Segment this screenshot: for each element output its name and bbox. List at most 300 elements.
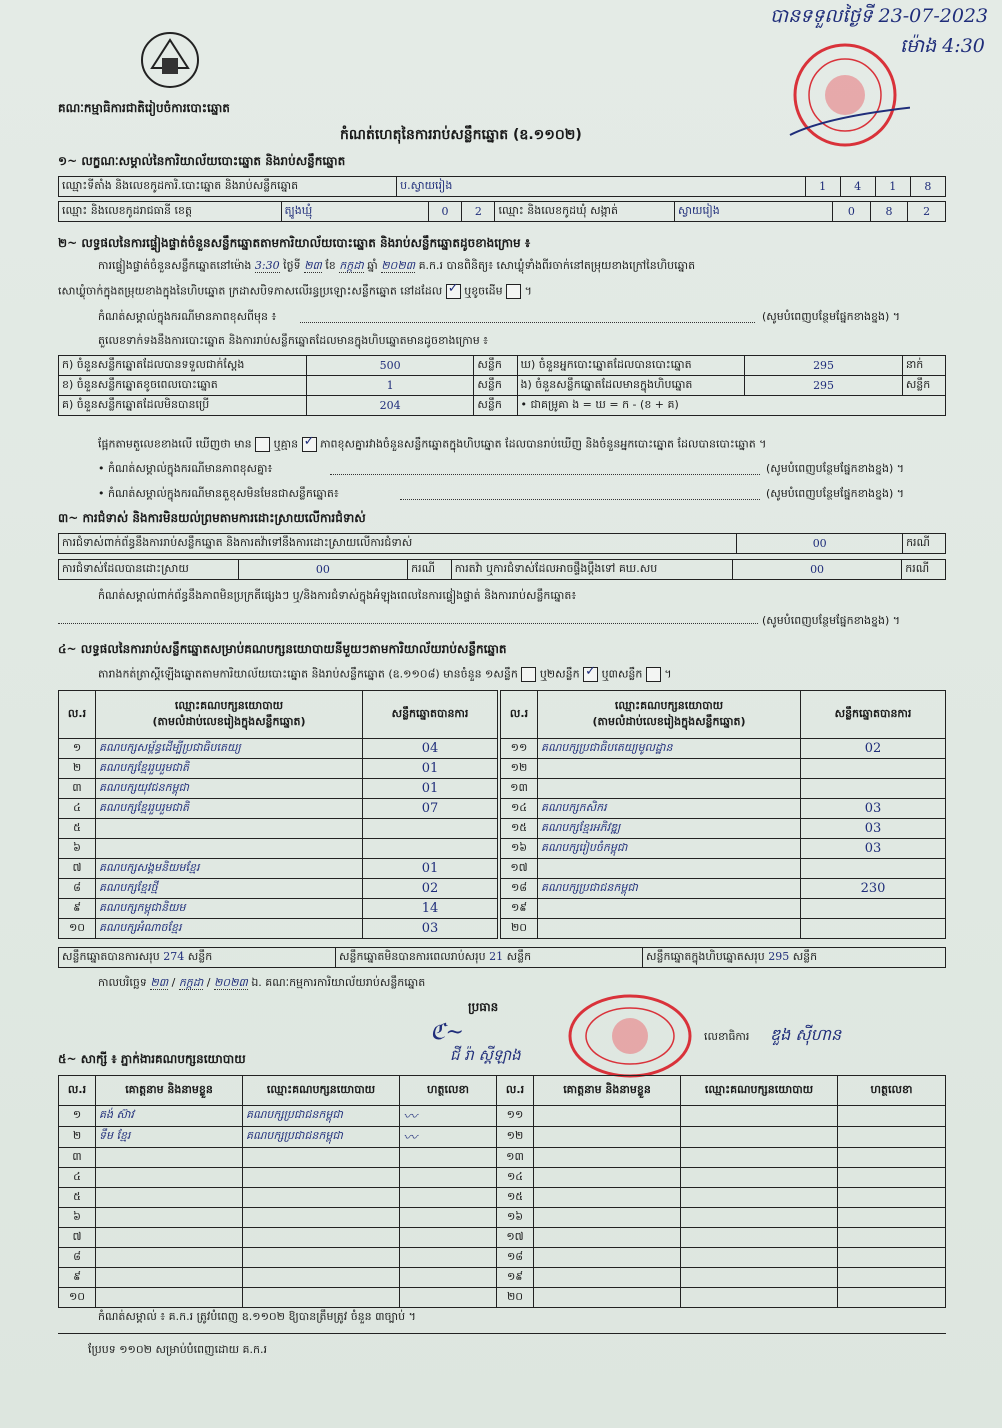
chair-signature: ℭ~ bbox=[430, 1020, 464, 1045]
party-row bbox=[59, 859, 498, 879]
party-no: ២០ bbox=[501, 919, 538, 939]
received-time: ម៉ោង 4:30 bbox=[900, 35, 985, 57]
party-name: គណបក្សសង្គមនិយមខ្មែរ bbox=[96, 859, 363, 879]
fill-more-note: (សូមបំពេញបន្ថែមផ្នែកខាងខ្នង) ។ bbox=[762, 310, 901, 323]
party-votes: 01 bbox=[363, 859, 498, 879]
province-code-digit: 2 bbox=[462, 202, 495, 222]
footer-rule bbox=[58, 1333, 946, 1334]
party-no: ១៩ bbox=[501, 899, 538, 919]
party-votes bbox=[801, 759, 946, 779]
party-votes bbox=[801, 899, 946, 919]
location-code-digit: 1 bbox=[805, 177, 840, 197]
witness-name bbox=[534, 1148, 681, 1168]
witness-party bbox=[243, 1208, 400, 1228]
witness-party: គណបក្សប្រជាជនកម្ពុជា bbox=[243, 1127, 400, 1148]
location-value: ប.ស្វាយរៀង bbox=[397, 177, 805, 197]
witness-name bbox=[534, 1188, 681, 1208]
counts-intro: តួលេខទាក់ទងនឹងការបោះឆ្នោត និងការរាប់សន្លឹកឆ្នោតដែលមានក្នុងហិបឆ្នោតមានដូចខាងក្រោម ៖ bbox=[98, 334, 489, 347]
count-formula: • ជាគម្រូគា ង = ឃ = ក - (ខ + គ) bbox=[517, 396, 945, 416]
witness-signature bbox=[400, 1248, 497, 1268]
check-text: គ.ក.រ បានពិនិត្យ៖ សោឃ្លុំទាំងពីរចាក់នៅតម្រុយខាងក្រៅនៃហិបឆ្នោត bbox=[418, 259, 696, 272]
col-sign: ហត្ថលេខា bbox=[400, 1076, 497, 1106]
party-name: គណបក្សកម្ពុជានិយម bbox=[96, 899, 363, 919]
difference-none-checkbox[interactable] bbox=[302, 437, 317, 452]
party-row bbox=[59, 879, 498, 899]
witness-no: ១ bbox=[59, 1106, 96, 1127]
seal-text: សោឃ្លុំចាក់ក្នុងតម្រុយខាងក្នុងនៃហិបឆ្នោត ក្រដាសបិទភាសលើរន្ធប្រឡោះសន្លឹកឆ្នោត នៅដដែល bbox=[58, 284, 443, 298]
col-party: ឈ្មោះគណបក្សនយោបាយ bbox=[681, 1076, 838, 1106]
date-year: ២០២៣ bbox=[213, 976, 248, 989]
difference-has-label: ផ្អែកតាមតួលេខខាងលើ ឃើញថា មាន bbox=[98, 437, 252, 451]
official-stamp-bottom bbox=[566, 992, 696, 1080]
witness-rows bbox=[59, 1106, 946, 1308]
section1-table-row2 bbox=[58, 201, 946, 222]
col-no: ល.រ bbox=[497, 1076, 534, 1106]
col-votes: សន្លឹកឆ្នោតបានការ bbox=[363, 691, 498, 739]
party-votes: 02 bbox=[801, 739, 946, 759]
section2-heading: ២~ លទ្ធផលនៃការផ្ទៀងផ្ទាត់ចំនួនសន្លឹកឆ្នោតតាមការិយាល័យបោះឆ្នោត និងរាប់សន្លឹកឆ្នោតដូចខាងក្រោម ៖ bbox=[58, 236, 531, 250]
witness-no: ៨ bbox=[59, 1248, 96, 1268]
commune-label: ឈ្មោះ និងលេខកូដឃុំ សង្កាត់ bbox=[495, 202, 675, 222]
party-votes: 03 bbox=[801, 799, 946, 819]
witness-no: ១៨ bbox=[497, 1248, 534, 1268]
witness-signature bbox=[838, 1168, 946, 1188]
party-votes bbox=[801, 779, 946, 799]
location-label: ឈ្មោះទីតាំង និងលេខកូដការិ.បោះឆ្នោត និងរាប់សន្លឹកឆ្នោត bbox=[59, 177, 397, 197]
resolved-value: 00 bbox=[238, 560, 407, 580]
party-no: ៨ bbox=[59, 879, 96, 899]
check-month-label: ខែ bbox=[325, 259, 336, 272]
party-no: ១៧ bbox=[501, 859, 538, 879]
witness-no: ៧ bbox=[59, 1228, 96, 1248]
commune-code-digit: 2 bbox=[908, 202, 946, 222]
party-no: ៦ bbox=[59, 839, 96, 859]
count-value: 204 bbox=[306, 396, 474, 416]
count-label: គ) ចំនួនសន្លឹកឆ្នោតដែលមិនបានប្រើ bbox=[59, 396, 307, 416]
resolved-unit: ករណី bbox=[408, 560, 452, 580]
tally-2-checkbox[interactable] bbox=[583, 667, 598, 682]
seal-broken-checkbox[interactable] bbox=[506, 284, 521, 299]
col-no: ល.រ bbox=[59, 691, 96, 739]
chair-name: ជី រ៉ា ស្តីឡាង bbox=[450, 1046, 521, 1064]
witness-name bbox=[96, 1268, 243, 1288]
dotted-line bbox=[330, 474, 760, 475]
section1-heading: ១~ លក្ខណៈសម្គាល់នៃការិយាល័យបោះឆ្នោត និងរាប់សន្លឹកឆ្នោត bbox=[58, 154, 346, 168]
party-name: គណបក្សខ្មែររួបរួមជាតិ bbox=[96, 759, 363, 779]
witness-name bbox=[534, 1168, 681, 1188]
party-no: ១២ bbox=[501, 759, 538, 779]
witness-signature bbox=[838, 1188, 946, 1208]
received-note: បានទទួលថ្ងៃទី 23-07-2023 bbox=[770, 5, 989, 27]
box-total-value: 295 bbox=[768, 949, 790, 963]
party-row bbox=[59, 839, 498, 859]
witness-name bbox=[534, 1127, 681, 1148]
witness-no: ២ bbox=[59, 1127, 96, 1148]
province-value: ត្បូងឃ្មុំ bbox=[281, 202, 428, 222]
counts-table bbox=[58, 355, 946, 416]
witness-party bbox=[681, 1248, 838, 1268]
party-no: ១០ bbox=[59, 919, 96, 939]
witness-party bbox=[681, 1288, 838, 1308]
signing-date-line: កាលបរិច្ឆេទ ២៣ / កក្កដា / ២០២៣ ឯ. គណៈកម្មការការិយាល័យរាប់សន្លឹកឆ្នោត bbox=[98, 976, 426, 989]
witness-signature bbox=[400, 1148, 497, 1168]
tally-2-label: ឬ២សន្លឹក bbox=[539, 667, 580, 681]
witness-row bbox=[59, 1148, 946, 1168]
section4-heading: ៤~ លទ្ធផលនៃការរាប់សន្លឹកឆ្នោតសម្រាប់គណបក្សនយោបាយនីមួយៗតាមការិយាល័យរាប់សន្លឹកឆ្នោត bbox=[58, 642, 507, 656]
commune-code-digit: 8 bbox=[870, 202, 908, 222]
difference-line bbox=[98, 437, 766, 452]
objection-table bbox=[58, 533, 946, 554]
party-results-right bbox=[500, 690, 946, 939]
witness-name bbox=[96, 1148, 243, 1168]
count-value: 295 bbox=[745, 356, 903, 376]
party-no: ៤ bbox=[59, 799, 96, 819]
commune-value: ស្វាយរៀង bbox=[675, 202, 833, 222]
party-row bbox=[59, 819, 498, 839]
party-name bbox=[538, 919, 801, 939]
party-row bbox=[501, 839, 946, 859]
date-label: កាលបរិច្ឆេទ bbox=[98, 976, 147, 989]
witness-name: ទឹម ខ្មែរ bbox=[96, 1127, 243, 1148]
party-name: គណបក្សប្រជាធិបតេយ្យមូលដ្ឋាន bbox=[538, 739, 801, 759]
party-votes bbox=[801, 919, 946, 939]
location-code-digit: 8 bbox=[910, 177, 945, 197]
valid-total-label: សន្លឹកឆ្នោតបានការសរុប bbox=[62, 949, 160, 963]
resolved-label: ការជំទាស់ដែលបានដោះស្រាយ bbox=[59, 560, 239, 580]
witness-row bbox=[59, 1127, 946, 1148]
org-name: គណៈកម្មាធិការជាតិរៀបចំការបោះឆ្នោត bbox=[58, 101, 230, 115]
witness-no: ២០ bbox=[497, 1288, 534, 1308]
witness-name bbox=[534, 1208, 681, 1228]
party-no: ១៨ bbox=[501, 879, 538, 899]
witness-no: ៣ bbox=[59, 1148, 96, 1168]
witness-party bbox=[681, 1106, 838, 1127]
party-name: គណបក្សខ្មែរអភិវឌ្ឍ bbox=[538, 819, 801, 839]
party-votes: 14 bbox=[363, 899, 498, 919]
party-row bbox=[501, 859, 946, 879]
commune-code-digit: 0 bbox=[833, 202, 871, 222]
party-votes: 230 bbox=[801, 879, 946, 899]
bullet-difference: • កំណត់សម្គាល់ក្នុងករណីមានភាពខុសគ្នា៖ bbox=[98, 462, 273, 475]
committee-label: ឯ. គណៈកម្មការការិយាល័យរាប់សន្លឹកឆ្នោត bbox=[251, 976, 426, 989]
witness-signature bbox=[400, 1268, 497, 1288]
witness-signature bbox=[838, 1228, 946, 1248]
valid-total bbox=[59, 948, 336, 968]
count-value: 1 bbox=[306, 376, 474, 396]
difference-has-checkbox[interactable] bbox=[255, 437, 270, 452]
dotted-line bbox=[400, 499, 760, 500]
witness-signature bbox=[838, 1127, 946, 1148]
witness-row bbox=[59, 1168, 946, 1188]
party-votes: 02 bbox=[363, 879, 498, 899]
province-label: ឈ្មោះ និងលេខកូដរាជធានី ខេត្ត bbox=[59, 202, 282, 222]
party-no: ១៤ bbox=[501, 799, 538, 819]
witness-no: ១៦ bbox=[497, 1208, 534, 1228]
party-votes: 03 bbox=[801, 839, 946, 859]
witness-row bbox=[59, 1268, 946, 1288]
dotted-line bbox=[300, 322, 755, 323]
irregularity-note: កំណត់សម្គាល់ពាក់ព័ន្ធនឹងភាពមិនប្រក្រតីផ្សេងៗ ឬ/និងការជំទាស់ក្នុងអំឡុងពេលនៃការផ្ទៀងផ្ទាត់ និងការរាប់សន្លឹកឆ្នោត៖ bbox=[98, 589, 577, 602]
tally-3-checkbox[interactable] bbox=[646, 667, 661, 682]
section3-heading: ៣~ ការជំទាស់ និងការមិនយល់ព្រមតាមការដោះស្រាយលើការជំទាស់ bbox=[58, 511, 366, 525]
party-votes: 07 bbox=[363, 799, 498, 819]
witness-row bbox=[59, 1208, 946, 1228]
location-code-digit: 1 bbox=[875, 177, 910, 197]
col-votes: សន្លឹកឆ្នោតបានការ bbox=[801, 691, 946, 739]
witness-party bbox=[243, 1288, 400, 1308]
witness-party bbox=[243, 1268, 400, 1288]
party-row bbox=[501, 819, 946, 839]
witness-name bbox=[534, 1248, 681, 1268]
dotted-line bbox=[58, 623, 758, 624]
count-value: 500 bbox=[306, 356, 474, 376]
col-name: គោត្តនាម និងនាមខ្លួន bbox=[534, 1076, 681, 1106]
party-row bbox=[501, 879, 946, 899]
party-name: គណបក្សសម្ព័ន្ធដើម្បីប្រជាធិបតេយ្យ bbox=[96, 739, 363, 759]
party-votes bbox=[363, 839, 498, 859]
witness-no: ៤ bbox=[59, 1168, 96, 1188]
tally-1-checkbox[interactable] bbox=[521, 667, 536, 682]
appeal-value: 00 bbox=[732, 560, 901, 580]
count-label: ខ) ចំនួនសន្លឹកឆ្នោតខូចពេលបោះឆ្នោត bbox=[59, 376, 307, 396]
col-party-subtitle: (តាមលំដាប់លេខរៀងក្នុងសន្លឹកឆ្នោត) bbox=[152, 714, 306, 728]
party-votes: 01 bbox=[363, 759, 498, 779]
appeal-label: ការតវ៉ា ឬការជំទាស់ដែលអាចផ្ទឹងប្តឹងទៅ គឃ.សប bbox=[451, 560, 732, 580]
totals-table bbox=[58, 947, 946, 968]
party-no: ៣ bbox=[59, 779, 96, 799]
date-month: កក្កដា bbox=[178, 976, 204, 989]
party-no: ៩ bbox=[59, 899, 96, 919]
witness-name bbox=[96, 1228, 243, 1248]
witness-no: ៩ bbox=[59, 1268, 96, 1288]
witness-name bbox=[534, 1106, 681, 1127]
footer-note: កំណត់សម្គាល់ ៖ គ.ក.រ ត្រូវបំពេញ ឧ.១១០២ ឱ្យបានត្រឹមត្រូវ ចំនួន ៣ច្បាប់ ។ bbox=[98, 1310, 416, 1323]
check-paragraph-line2: សោឃ្លុំចាក់ក្នុងតម្រុយខាងក្នុងនៃហិបឆ្នោត ក្រដាសបិទភាសលើរន្ធប្រឡោះសន្លឹកឆ្នោត នៅដដែល ✓ ឬខូចដើម ។ bbox=[58, 284, 532, 299]
count-label: ក) ចំនួនសន្លឹកឆ្នោតដែលបានទទួលជាក់ស្តែង bbox=[59, 356, 307, 376]
witness-party bbox=[681, 1228, 838, 1248]
witness-no: ១០ bbox=[59, 1288, 96, 1308]
party-name: គណបក្សខ្មែរថ្មី bbox=[96, 879, 363, 899]
col-no: ល.រ bbox=[59, 1076, 96, 1106]
witness-name bbox=[96, 1168, 243, 1188]
check-month: កក្កដា bbox=[339, 259, 364, 272]
witness-row bbox=[59, 1228, 946, 1248]
party-row bbox=[501, 799, 946, 819]
witness-no: ១៥ bbox=[497, 1188, 534, 1208]
party-no: ១៣ bbox=[501, 779, 538, 799]
witness-no: ១៤ bbox=[497, 1168, 534, 1188]
witness-signature bbox=[400, 1208, 497, 1228]
witness-row bbox=[59, 1188, 946, 1208]
check-paragraph-line1 bbox=[98, 259, 695, 272]
objection-label: ការជំទាស់ពាក់ព័ន្ធនឹងការរាប់សន្លឹកឆ្នោត និងការតវ៉ាទៅនឹងការដោះស្រាយលើការជំទាស់ bbox=[59, 534, 737, 554]
party-name bbox=[96, 839, 363, 859]
witness-name bbox=[534, 1228, 681, 1248]
witness-no: ១៧ bbox=[497, 1228, 534, 1248]
col-no: ល.រ bbox=[501, 691, 538, 739]
witness-no: ១១ bbox=[497, 1106, 534, 1127]
note-different-label: កំណត់សម្គាល់ក្នុងករណីមានភាពខុសពីមុន ៖ bbox=[98, 310, 277, 323]
party-row bbox=[59, 899, 498, 919]
witness-signature bbox=[838, 1268, 946, 1288]
invalid-total-label: សន្លឹកឆ្នោតមិនបានការពេលរាប់សរុប bbox=[339, 949, 486, 963]
location-code-digit: 4 bbox=[840, 177, 875, 197]
witness-party bbox=[243, 1188, 400, 1208]
party-votes bbox=[801, 859, 946, 879]
witness-signature bbox=[838, 1288, 946, 1308]
section5-heading: ៥~ សាក្សី ៖ ភ្នាក់ងារគណបក្សនយោបាយ bbox=[58, 1052, 246, 1066]
form-title: កំណត់ហេតុនៃការរាប់សន្លឹកឆ្នោត (ឧ.១១០២) bbox=[340, 127, 582, 143]
witness-no: ១២ bbox=[497, 1127, 534, 1148]
party-no: ៥ bbox=[59, 819, 96, 839]
witness-name bbox=[96, 1288, 243, 1308]
party-name bbox=[538, 759, 801, 779]
count-label: ឃ) ចំនួនអ្នកបោះឆ្នោតដែលបានបោះឆ្នោត bbox=[517, 356, 745, 376]
party-no: ២ bbox=[59, 759, 96, 779]
witness-table bbox=[58, 1075, 946, 1308]
witness-party bbox=[243, 1168, 400, 1188]
secretary-label: លេខាធិការ bbox=[704, 1030, 750, 1043]
check-day: ២៣ bbox=[304, 259, 322, 272]
seal-intact-checkbox[interactable] bbox=[446, 284, 461, 299]
witness-party bbox=[681, 1127, 838, 1148]
col-name: គោត្តនាម និងនាមខ្លួន bbox=[96, 1076, 243, 1106]
witness-name bbox=[96, 1208, 243, 1228]
fill-more-note: (សូមបំពេញបន្ថែមផ្នែកខាងខ្នង) ។ bbox=[766, 462, 905, 475]
official-stamp-top bbox=[780, 40, 910, 150]
party-name bbox=[538, 899, 801, 919]
party-row bbox=[59, 919, 498, 939]
witness-party: គណបក្សប្រជាជនកម្ពុជា bbox=[243, 1106, 400, 1127]
party-votes: 03 bbox=[363, 919, 498, 939]
count-unit: សន្លឹក bbox=[474, 356, 517, 376]
witness-name bbox=[96, 1248, 243, 1268]
valid-total-value: 274 bbox=[163, 949, 185, 963]
witness-signature bbox=[400, 1228, 497, 1248]
fill-more-note: (សូមបំពេញបន្ថែមផ្នែកខាងខ្នង) ។ bbox=[762, 614, 901, 627]
witness-signature: 〰 bbox=[400, 1127, 497, 1148]
witness-row bbox=[59, 1106, 946, 1127]
objection-unit: ករណី bbox=[903, 534, 946, 554]
check-day-label: ថ្ងៃទី bbox=[283, 259, 301, 272]
party-votes: 04 bbox=[363, 739, 498, 759]
witness-signature bbox=[400, 1288, 497, 1308]
seal-broken-label: ឬខូចដើម bbox=[464, 284, 503, 298]
col-party bbox=[96, 691, 363, 739]
party-votes bbox=[363, 819, 498, 839]
witness-signature bbox=[838, 1148, 946, 1168]
tally-sheet-line: តារាងកត់ត្រាស្តីឡើងឆ្នោតតាមការិយាល័យបោះឆ្នោត និងរាប់សន្លឹកឆ្នោត (ឧ.១១០៨) មានចំនួន ១សន្លឹក ឬ២សន្លឹក ✓ ឬ៣សន្លឹក ។ bbox=[98, 667, 672, 682]
witness-signature bbox=[400, 1188, 497, 1208]
count-label: ង) ចំនួនសន្លឹកឆ្នោតដែលមានក្នុងហិបឆ្នោត bbox=[517, 376, 745, 396]
party-votes: 03 bbox=[801, 819, 946, 839]
difference-text: ភាពខុសគ្នារវាងចំនួនសន្លឹកឆ្នោតក្នុងហិបឆ្នោត ដែលបានរាប់ឃើញ និងចំនួនអ្នកបោះឆ្នោត ដែលបានបោះឆ្នោត ។ bbox=[320, 437, 767, 451]
box-total-label: សន្លឹកឆ្នោតក្នុងហិបឆ្នោតសរុប bbox=[646, 949, 765, 963]
party-name: គណបក្សយុវជនកម្ពុជា bbox=[96, 779, 363, 799]
count-unit: នាក់ bbox=[902, 356, 945, 376]
witness-no: ១៣ bbox=[497, 1148, 534, 1168]
witness-no: ៦ bbox=[59, 1208, 96, 1228]
difference-none-label: ឬគ្មាន bbox=[273, 437, 299, 451]
witness-party bbox=[243, 1248, 400, 1268]
col-party-title: ឈ្មោះគណបក្សនយោបាយ bbox=[614, 698, 724, 712]
witness-row bbox=[59, 1288, 946, 1308]
party-row bbox=[501, 759, 946, 779]
invalid-total-unit: សន្លឹក bbox=[506, 949, 532, 963]
party-results-left bbox=[58, 690, 498, 939]
witness-row bbox=[59, 1248, 946, 1268]
col-party-title: ឈ្មោះគណបក្សនយោបាយ bbox=[174, 698, 284, 712]
fill-more-note: (សូមបំពេញបន្ថែមផ្នែកខាងខ្នង) ។ bbox=[766, 487, 905, 500]
party-no: ១៦ bbox=[501, 839, 538, 859]
count-unit: សន្លឹក bbox=[474, 376, 517, 396]
secretary-name: ឌួង ស៊ីហាន bbox=[770, 1025, 842, 1044]
chair-label: ប្រធាន bbox=[468, 1000, 499, 1014]
box-total bbox=[643, 948, 946, 968]
witness-signature bbox=[838, 1208, 946, 1228]
form-code: ប្រែបទ ១១០២ សម្រាប់បំពេញដោយ គ.ក.រ bbox=[88, 1343, 267, 1356]
date-day: ២៣ bbox=[150, 976, 169, 989]
check-time: 3:30 bbox=[254, 259, 280, 272]
party-name: គណបក្សកសិករ bbox=[538, 799, 801, 819]
witness-name bbox=[534, 1288, 681, 1308]
witness-signature bbox=[400, 1168, 497, 1188]
nec-emblem-icon bbox=[138, 28, 202, 90]
party-name: គណបក្សអំណាចខ្មែរ bbox=[96, 919, 363, 939]
col-party bbox=[538, 691, 801, 739]
party-row bbox=[501, 779, 946, 799]
witness-party bbox=[681, 1268, 838, 1288]
party-name bbox=[538, 859, 801, 879]
witness-party bbox=[243, 1228, 400, 1248]
party-row bbox=[59, 779, 498, 799]
party-row bbox=[501, 739, 946, 759]
left-party-rows bbox=[59, 739, 498, 939]
party-no: ១៥ bbox=[501, 819, 538, 839]
party-name: គណបក្សរៀបចំកម្ពុជា bbox=[538, 839, 801, 859]
check-year: ២០២៣ bbox=[381, 259, 416, 272]
witness-party bbox=[681, 1208, 838, 1228]
appeal-unit: ករណី bbox=[902, 560, 946, 580]
witness-party bbox=[681, 1188, 838, 1208]
witness-party bbox=[681, 1168, 838, 1188]
party-row bbox=[59, 739, 498, 759]
check-time-label: ការផ្ទៀងផ្ទាត់ចំនួនសន្លឹកឆ្នោតនៅម៉ោង bbox=[98, 259, 252, 272]
witness-no: ១៩ bbox=[497, 1268, 534, 1288]
witness-party bbox=[243, 1148, 400, 1168]
witness-no: ៥ bbox=[59, 1188, 96, 1208]
objection-value: 00 bbox=[737, 534, 903, 554]
tally-3-label: ឬ៣សន្លឹក bbox=[601, 667, 643, 681]
province-code-digit: 0 bbox=[428, 202, 461, 222]
party-votes: 01 bbox=[363, 779, 498, 799]
party-no: ១ bbox=[59, 739, 96, 759]
col-party: ឈ្មោះគណបក្សនយោបាយ bbox=[243, 1076, 400, 1106]
right-party-rows bbox=[501, 739, 946, 939]
witness-signature: 〰 bbox=[400, 1106, 497, 1127]
witness-party bbox=[681, 1148, 838, 1168]
party-name: គណបក្សខ្មែររួបរួមជាតិ bbox=[96, 799, 363, 819]
witness-name bbox=[534, 1268, 681, 1288]
count-unit: សន្លឹក bbox=[474, 396, 517, 416]
party-no: ៧ bbox=[59, 859, 96, 879]
witness-signature bbox=[838, 1106, 946, 1127]
party-row bbox=[59, 799, 498, 819]
valid-total-unit: សន្លឹក bbox=[187, 949, 213, 963]
check-year-label: ឆ្នាំ bbox=[367, 259, 378, 272]
party-row bbox=[501, 899, 946, 919]
party-name bbox=[538, 779, 801, 799]
